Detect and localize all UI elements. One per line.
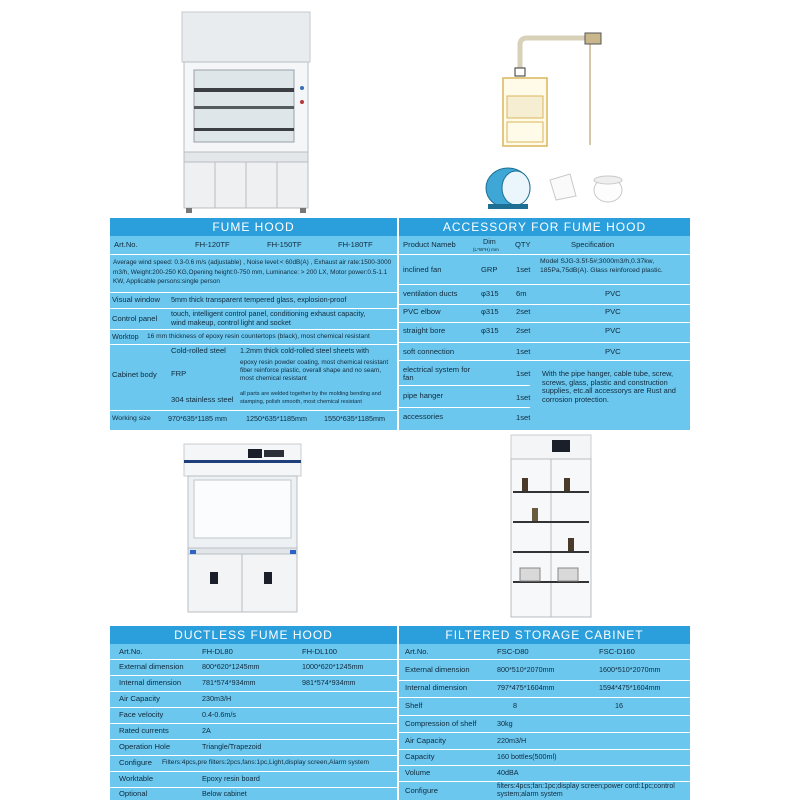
dim-sub-header: (L*W*H) mm xyxy=(473,247,499,252)
working-size-fh-120tf: 970*635*1185 mm xyxy=(168,414,228,423)
spec-row-value: 2A xyxy=(202,726,211,735)
spec-row-label: Capacity xyxy=(405,752,435,761)
accessory-dim: φ315 xyxy=(481,326,499,335)
cabinet-cold-rolled-steel-desc: 1.2mm thick cold-rolled steel sheets with xyxy=(240,346,370,355)
ductless-title: DUCTLESS FUME HOOD xyxy=(110,626,397,644)
spec-row-value: 800*510*2070mm xyxy=(497,665,555,674)
spec-row-value: 30kg xyxy=(497,719,513,728)
spec-row-value: 40dBA xyxy=(497,768,519,777)
spec-row-value-2: 981*574*934mm xyxy=(302,678,356,687)
cabinet-body-label: Cabinet body xyxy=(112,370,157,379)
filtered-storage-cabinet-panel xyxy=(399,626,690,800)
accessory-spec: Model SJG-3.5f-5#;3000m3/h,0.37kw, 185Pa,75dB(A). Glass reinforced plastic. xyxy=(540,258,663,274)
model-fh-120tf: FH-120TF xyxy=(195,240,230,249)
spec-row-label: Air Capacity xyxy=(405,736,446,745)
art-no-label: Art.No. xyxy=(405,647,429,656)
accessory-dim: φ315 xyxy=(481,307,499,316)
dim-header: Dim xyxy=(483,237,496,246)
spec-row-label: Internal dimension xyxy=(405,683,468,692)
spec-row-value: 797*475*1604mm xyxy=(497,683,555,692)
model-fsc-d160: FSC-D160 xyxy=(599,647,635,656)
spec-row-value: 220m3/H xyxy=(497,736,527,745)
accessory-panel xyxy=(399,218,690,430)
spec-row-value-2: 1000*620*1245mm xyxy=(302,662,364,671)
accessory-spec: PVC xyxy=(605,289,621,298)
spec-row-label: Optional xyxy=(119,789,148,798)
accessory-qty: 1set xyxy=(516,347,531,356)
spec-row-label: Configure xyxy=(405,786,438,795)
fume-hood-image xyxy=(178,10,318,215)
spec-row-label: Operation Hole xyxy=(119,742,171,751)
spec-row-value: 8 xyxy=(513,701,517,710)
control-panel-label: Control panel xyxy=(112,314,158,323)
accessory-qty: 1set xyxy=(516,393,531,402)
accessory-name: accessories xyxy=(403,412,444,421)
spec-row-label: Face velocity xyxy=(119,710,164,719)
spec-row-label: External dimension xyxy=(405,665,470,674)
cabinet-304-stainless-steel-desc: all parts are welded together by the molding bending and stamping, polish smooth, most chemical resistant xyxy=(240,391,381,405)
top-panel-divider xyxy=(397,218,399,430)
accessory-qty: 2set xyxy=(516,307,531,316)
accessory-qty: 1set xyxy=(516,413,531,422)
ductless-fume-hood-image xyxy=(180,440,305,615)
spec-row-value-2: 1600*510*2070mm xyxy=(599,665,661,674)
working-size-fh-150tf: 1250*635*1185mm xyxy=(246,414,308,423)
filtered-storage-cabinet-image xyxy=(508,432,594,620)
accessory-spec: PVC xyxy=(605,347,621,356)
spec-row-value: filters:4pcs;fan:1pc;display screen;power cord:1pc;control system;alarm system xyxy=(497,783,675,798)
spec-row-value: 0.4-0.6m/s xyxy=(202,710,236,719)
spec-row-label: Volume xyxy=(405,768,431,777)
accessory-name: ventilation ducts xyxy=(403,289,458,298)
spec-row-label: Rated currents xyxy=(119,726,169,735)
art-no-label: Art.No. xyxy=(119,647,143,656)
accessory-name: inclined fan xyxy=(403,265,442,274)
product-name-header: Product Nameb xyxy=(403,240,456,249)
spec-row-label: Configure xyxy=(119,758,152,767)
ductless-fume-hood-panel xyxy=(110,626,397,800)
fume-hood-panel xyxy=(110,218,397,430)
accessory-dim: φ315 xyxy=(481,289,499,298)
accessory-qty: 1set xyxy=(516,265,531,274)
spec-row-value: 160 bottles(500ml) xyxy=(497,752,557,761)
storage-title: FILTERED STORAGE CABINET xyxy=(399,626,690,644)
spec-row-value: 230m3/H xyxy=(202,694,232,703)
spec-row-value: Below cabinet xyxy=(202,789,247,798)
spec-row-label: External dimension xyxy=(119,662,184,671)
working-size-fh-180tf: 1550*635*1185mm xyxy=(324,414,386,423)
spec-row-label: Internal dimension xyxy=(119,678,182,687)
accessory-title: ACCESSORY FOR FUME HOOD xyxy=(399,218,690,236)
accessory-qty: 6m xyxy=(516,289,527,298)
accessory-qty: 2set xyxy=(516,326,531,335)
cabinet-frp-desc: epoxy resin powder coating, most chemical resistant fiber reinforce plastic, overall shape and no seam, most chemical resistant xyxy=(240,359,389,382)
accessory-spec: PVC xyxy=(605,326,621,335)
model-fh-150tf: FH-150TF xyxy=(267,240,302,249)
worktop-value: 16 mm thickness of epoxy resin countertops (black), most chemical resistant xyxy=(147,333,370,340)
accessory-name: pipe hanger xyxy=(403,391,444,400)
visual-window-label: Visual window xyxy=(112,295,160,304)
cabinet-frp: FRP xyxy=(171,369,187,378)
spec-row-value: Filters:4pcs,pre filters:2pcs,fans:1pc,Light,display screen,Alarm system xyxy=(162,759,370,766)
duct-diagram-image xyxy=(495,30,625,150)
fume-hood-spec: Average wind speed: 0.3-0.6 m/s (adjustable) , Noise level:< 60dB(A) , Exhaust air rate:1500-3000 m3/h, Weight:200-250 KG,Opening height:0-750 mm, Luminance: > 200 LX, Motor power:0.5-1.1 KW, Applicable persons:single person xyxy=(113,259,392,285)
spec-row-label: Air Capacity xyxy=(119,694,160,703)
spec-row-value-2: 16 xyxy=(615,701,623,710)
accessory-spec: PVC xyxy=(605,307,621,316)
spec-row-value: Epoxy resin board xyxy=(202,774,260,783)
spec-row-label: Shelf xyxy=(405,701,423,710)
worktop-label: Worktop xyxy=(112,332,139,341)
accessory-name: straight bore xyxy=(403,326,446,335)
fume-hood-title: FUME HOOD xyxy=(110,218,397,236)
cabinet-cold-rolled-steel: Cold-rolled steel xyxy=(171,346,226,355)
spec-row-value-2: 1594*475*1604mm xyxy=(599,683,661,692)
working-size-label: Working size xyxy=(112,415,151,422)
accessory-merged-note: With the pipe hanger, cable tube, screw, screws, glass, plastic and construction supplies, etc.all accessorys are Rust and corrosion protection. xyxy=(542,369,676,405)
visual-window-value: 5mm thick transparent tempered glass, explosion-proof xyxy=(171,295,347,304)
art-no-label: Art.No. xyxy=(114,240,138,249)
accessory-name: electrical system for fan xyxy=(403,365,471,382)
spec-row-value: 781*574*934mm xyxy=(202,678,256,687)
qty-header: QTY xyxy=(515,240,531,249)
spec-row-label: Compression of shelf xyxy=(405,719,477,728)
model-fh-dl100: FH-DL100 xyxy=(302,647,338,656)
spec-row-label: Worktable xyxy=(119,774,154,783)
accessory-qty: 1set xyxy=(516,369,531,378)
model-fsc-d80: FSC-D80 xyxy=(497,647,529,656)
control-panel-value: touch, intelligent control panel, conditioning exhaust capacity, wind makeup, control light and socket xyxy=(171,309,366,327)
model-fh-dl80: FH-DL80 xyxy=(202,647,233,656)
accessory-name: PVC elbow xyxy=(403,307,441,316)
fan-and-pvc-parts-image xyxy=(480,160,660,212)
spec-row-value: 800*620*1245mm xyxy=(202,662,260,671)
spec-row-value: Triangle/Trapezoid xyxy=(202,742,262,751)
specification-header: Specification xyxy=(571,240,615,249)
accessory-dim: GRP xyxy=(481,265,498,274)
cabinet-304-stainless-steel: 304 stainless steel xyxy=(171,395,234,404)
model-fh-180tf: FH-180TF xyxy=(338,240,373,249)
accessory-name: soft connection xyxy=(403,347,455,356)
